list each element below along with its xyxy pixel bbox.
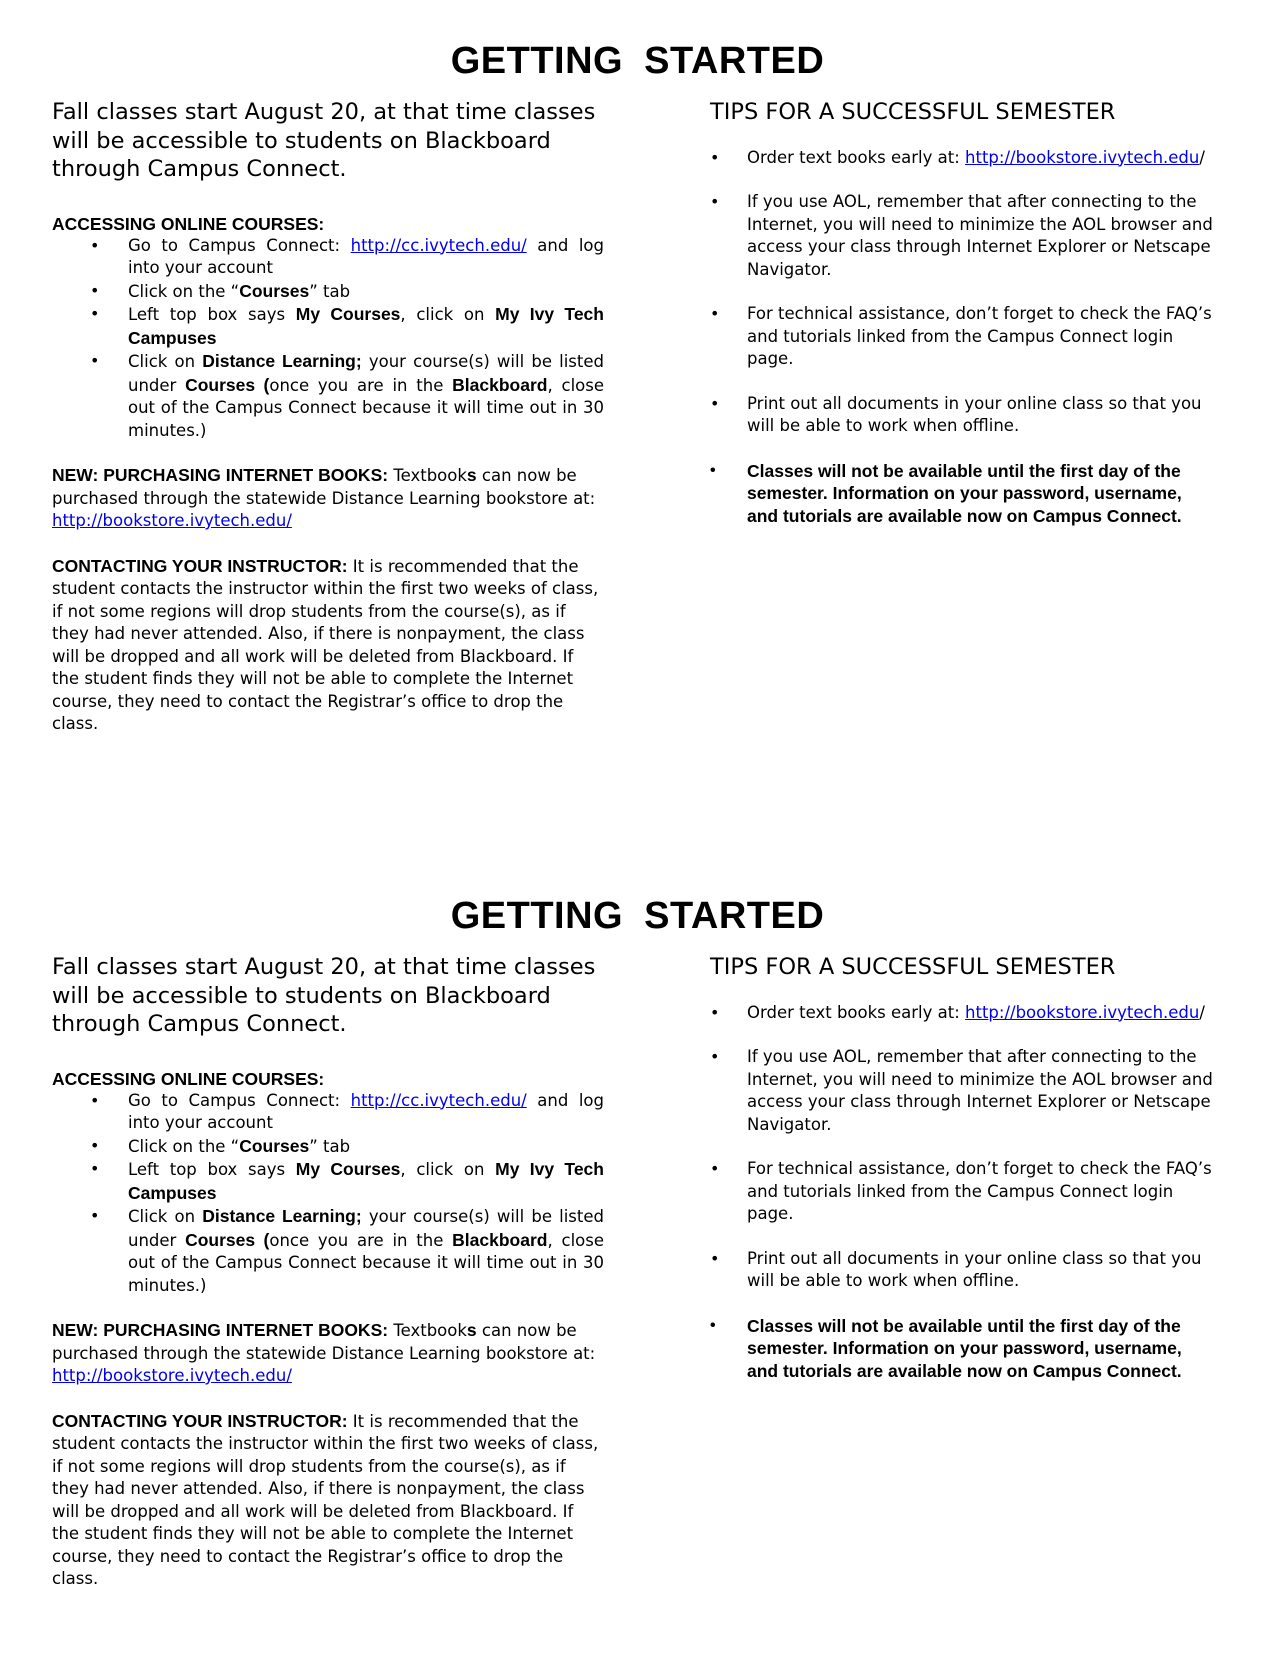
- right-column: [710, 953, 1215, 1404]
- list-item: [128, 1135, 604, 1159]
- campus-connect-link[interactable]: http://cc.ivytech.edu/: [350, 235, 527, 255]
- step-bold-text: Blackboard: [452, 374, 548, 395]
- accessing-steps-list: [52, 235, 604, 443]
- tips-list: [710, 1002, 1215, 1383]
- step-text: ” tab: [309, 281, 351, 301]
- campus-connect-link[interactable]: http://cc.ivytech.edu/: [350, 1090, 527, 1110]
- step-bold-text: My Ivy Tech Campuses: [128, 1159, 604, 1203]
- step-text: Left top box says: [128, 1160, 296, 1179]
- step-text: your course(s) will be listed under: [128, 1207, 605, 1250]
- list-item: [128, 235, 604, 280]
- bookstore-link[interactable]: http://bookstore.ivytech.edu: [965, 147, 1200, 167]
- list-item: • Classes will not be available until the first day of the semester. Information on your password, username, and tutorials are available now on Campus Connect.: [747, 460, 1215, 528]
- step-text: and log into your account: [128, 1090, 604, 1132]
- step-bold-text: My Ivy Tech Campuses: [128, 304, 604, 348]
- intro-text: Fall classes start August 20, at that time classes will be accessible to students on Blackboard through Campus Connect.: [52, 99, 596, 182]
- step-text: Click on: [128, 1207, 203, 1226]
- list-item: [128, 1090, 604, 1135]
- purchasing-text: Textbook: [388, 1321, 467, 1340]
- contacting-paragraph: [52, 1410, 604, 1591]
- tip-text: Order text books early at:: [747, 147, 966, 167]
- bookstore-link[interactable]: http://bookstore.ivytech.edu: [965, 1002, 1200, 1022]
- step-bold-text: Distance Learning;: [202, 351, 362, 371]
- list-item: • If you use AOL, remember that after connecting to the Internet, you will need to minimize the AOL browser and access your class through Internet Explorer or Netscape Navigator.: [747, 191, 1215, 281]
- step-bold-text: My Courses: [295, 304, 401, 324]
- page-title: GETTING STARTED: [450, 895, 825, 937]
- left-column: [52, 98, 604, 758]
- list-item: • Print out all documents in your online class so that you will be able to work when offline.: [747, 393, 1215, 438]
- step-text: Click on the “: [128, 1136, 240, 1156]
- list-item: [128, 1205, 604, 1297]
- page-title: GETTING STARTED: [450, 40, 825, 82]
- purchasing-text: Textbook: [388, 466, 467, 485]
- tip-text: /: [1199, 1002, 1205, 1022]
- step-text: , close out of the Campus Connect because it will time out in 30 minutes.): [128, 1230, 604, 1295]
- tips-heading: TIPS FOR A SUCCESSFUL SEMESTER: [710, 954, 1116, 980]
- list-item: [747, 147, 1215, 170]
- left-column: [52, 953, 604, 1613]
- purchasing-text: can now be purchased through the statewide Distance Learning bookstore at:: [52, 1321, 596, 1363]
- purchasing-paragraph: [52, 1319, 604, 1388]
- step-text: Click on the “: [128, 281, 240, 301]
- flyer-bottom: [0, 855, 1275, 1675]
- flyer-top: [0, 0, 1275, 820]
- contacting-heading: CONTACTING YOUR INSTRUCTOR:: [52, 1410, 348, 1431]
- step-text: and log into your account: [128, 235, 604, 277]
- list-item: [128, 1158, 604, 1205]
- purchasing-bold-text: s: [466, 1320, 477, 1340]
- contacting-heading: CONTACTING YOUR INSTRUCTOR:: [52, 555, 348, 576]
- accessing-heading: ACCESSING ONLINE COURSES:: [52, 213, 325, 234]
- step-text: , click on: [400, 1160, 496, 1179]
- step-text: Left top box says: [128, 305, 296, 324]
- step-bold-text: Distance Learning;: [202, 1206, 362, 1226]
- list-item: • For technical assistance, don’t forget to check the FAQ’s and tutorials linked from the Campus Connect login page.: [747, 1158, 1215, 1226]
- contacting-paragraph: [52, 555, 604, 736]
- step-text: Go to Campus Connect:: [128, 1090, 351, 1110]
- tip-text: /: [1199, 147, 1205, 167]
- step-text: Click on: [128, 352, 203, 371]
- bookstore-link[interactable]: http://bookstore.ivytech.edu/: [52, 1366, 292, 1385]
- list-item: • If you use AOL, remember that after connecting to the Internet, you will need to minimize the AOL browser and access your class through Internet Explorer or Netscape Navigator.: [747, 1046, 1215, 1136]
- step-text: ” tab: [309, 1136, 351, 1156]
- step-text: , close out of the Campus Connect because it will time out in 30 minutes.): [128, 375, 604, 440]
- step-bold-text: Courses: [239, 1135, 310, 1156]
- purchasing-bold-text: s: [466, 465, 477, 485]
- list-item: [128, 303, 604, 350]
- accessing-steps-list: [52, 1090, 604, 1298]
- contacting-text: It is recommended that the student contacts the instructor within the first two weeks of class, if not some regions will drop students from the course(s), as if they had never attended. Also, if there is nonpayment, the class will be dropped and all work will be deleted from Blackboard. If the student finds they will not be able to complete the Internet course, they need to contact the Registrar’s office to drop the class.: [52, 556, 599, 733]
- step-bold-text: Courses (: [185, 374, 270, 395]
- step-bold-text: My Courses: [295, 1159, 401, 1179]
- accessing-heading: ACCESSING ONLINE COURSES:: [52, 1068, 325, 1089]
- step-text: , click on: [400, 305, 496, 324]
- tips-list: [710, 147, 1215, 528]
- step-bold-text: Courses (: [185, 1229, 270, 1250]
- bookstore-link[interactable]: http://bookstore.ivytech.edu/: [52, 511, 292, 530]
- purchasing-heading: NEW: PURCHASING INTERNET BOOKS:: [52, 1320, 389, 1340]
- purchasing-heading: NEW: PURCHASING INTERNET BOOKS:: [52, 465, 389, 485]
- purchasing-paragraph: [52, 464, 604, 533]
- tip-text: Order text books early at:: [747, 1002, 966, 1022]
- contacting-text: It is recommended that the student contacts the instructor within the first two weeks of class, if not some regions will drop students from the course(s), as if they had never attended. Also, if there is nonpayment, the class will be dropped and all work will be deleted from Blackboard. If the student finds they will not be able to complete the Internet course, they need to contact the Registrar’s office to drop the class.: [52, 1411, 599, 1588]
- list-item: [128, 350, 604, 442]
- list-item: • Print out all documents in your online class so that you will be able to work when offline.: [747, 1248, 1215, 1293]
- step-text: your course(s) will be listed under: [128, 352, 605, 395]
- step-text: Go to Campus Connect:: [128, 235, 351, 255]
- step-bold-text: Blackboard: [452, 1229, 548, 1250]
- intro-text: Fall classes start August 20, at that time classes will be accessible to students on Blackboard through Campus Connect.: [52, 954, 596, 1037]
- purchasing-text: can now be purchased through the statewide Distance Learning bookstore at:: [52, 466, 596, 508]
- list-item: • For technical assistance, don’t forget to check the FAQ’s and tutorials linked from the Campus Connect login page.: [747, 303, 1215, 371]
- step-bold-text: Courses: [239, 280, 310, 301]
- list-item: • Classes will not be available until the first day of the semester. Information on your password, username, and tutorials are available now on Campus Connect.: [747, 1315, 1215, 1383]
- tips-heading: TIPS FOR A SUCCESSFUL SEMESTER: [710, 99, 1116, 125]
- list-item: [128, 280, 604, 304]
- right-column: [710, 98, 1215, 549]
- list-item: [747, 1002, 1215, 1025]
- step-text: once you are in the: [269, 375, 453, 395]
- step-text: once you are in the: [269, 1230, 453, 1250]
